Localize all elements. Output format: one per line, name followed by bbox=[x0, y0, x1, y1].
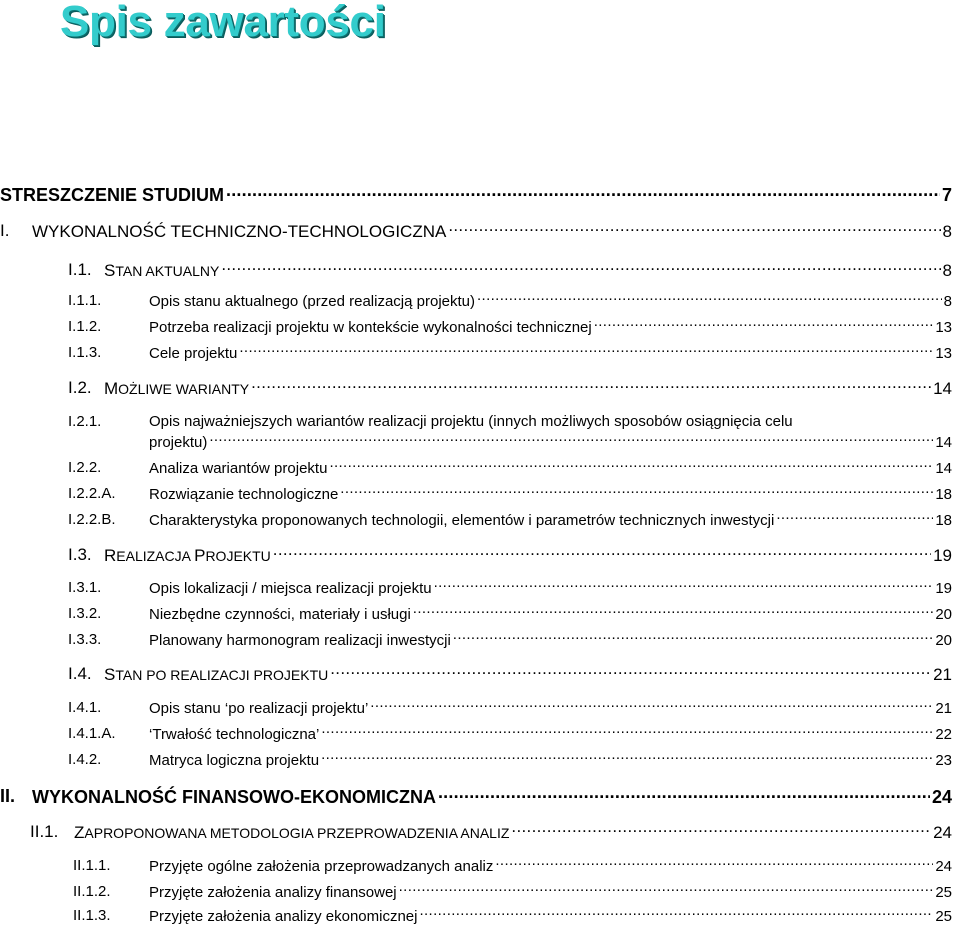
toc-page-number: 7 bbox=[941, 185, 952, 205]
toc-entry-number: I.3.1. bbox=[68, 579, 102, 596]
toc-entry-number: I.2.2.B. bbox=[68, 511, 116, 528]
dot-leader bbox=[321, 724, 933, 739]
dot-leader bbox=[419, 906, 933, 921]
toc-entry-text: Opis stanu aktualnego (przed realizacją projektu) bbox=[149, 293, 476, 310]
toc-page-number: 22 bbox=[935, 726, 952, 743]
toc-entry-text: Cele projektu bbox=[149, 345, 238, 362]
toc-entry-text: STAN PO REALIZACJI PROJEKTU bbox=[104, 665, 329, 684]
dot-leader bbox=[399, 882, 934, 897]
toc-entry-text: projektu) bbox=[149, 434, 208, 451]
toc-page-number: 18 bbox=[935, 486, 952, 503]
toc-entry-text: WYKONALNOŚĆ TECHNICZNO-TECHNOLOGICZNA bbox=[32, 222, 447, 241]
toc-entry-number: I.4.1.A. bbox=[68, 725, 116, 742]
toc-entry-number: II. bbox=[0, 786, 16, 806]
toc-entry-number: I.1.3. bbox=[68, 344, 102, 361]
toc-entry-number: I.3. bbox=[68, 545, 92, 564]
dot-leader bbox=[340, 484, 933, 499]
dot-leader bbox=[273, 544, 931, 561]
dot-leader bbox=[239, 343, 933, 358]
toc-entry-text: Przyjęte ogólne założenia przeprowadzanych analiz bbox=[149, 858, 494, 875]
toc-entry-text: ‘Trwałość technologiczna’ bbox=[149, 726, 320, 743]
dot-leader bbox=[330, 663, 931, 680]
toc-entry-number: I.4.1. bbox=[68, 699, 102, 716]
toc-page-number: 14 bbox=[933, 379, 952, 398]
toc-page-number: 20 bbox=[935, 606, 952, 623]
dot-leader bbox=[221, 259, 940, 276]
dot-leader bbox=[321, 750, 933, 765]
toc-entry-text: Przyjęte założenia analizy finansowej bbox=[149, 884, 397, 901]
toc-entry-text: Analiza wariantów projektu bbox=[149, 460, 328, 477]
toc-entry-number: I.2.2. bbox=[68, 459, 102, 476]
toc-page-number: 21 bbox=[935, 700, 952, 717]
toc-entry-text: WYKONALNOŚĆ FINANSOWO-EKONOMICZNA bbox=[32, 787, 436, 807]
page-title: Spis zawartości bbox=[60, 0, 386, 46]
toc-entry-text: Matryca logiczna projektu bbox=[149, 752, 320, 769]
toc-entry-text: Opis stanu ‘po realizacji projektu’ bbox=[149, 700, 369, 717]
toc-entry-text: STAN AKTUALNY bbox=[104, 261, 220, 280]
toc-entry-number: I.2.1. bbox=[68, 413, 102, 430]
toc-page-number: 24 bbox=[933, 823, 952, 842]
dot-leader bbox=[413, 604, 934, 619]
toc-entry-number: I. bbox=[0, 221, 10, 240]
toc-entry-number: I.1.1. bbox=[68, 292, 102, 309]
toc-entry-number: I.1. bbox=[68, 260, 92, 279]
toc-entry-number: I.1.2. bbox=[68, 318, 102, 335]
toc-page-number: 13 bbox=[935, 345, 952, 362]
toc-page-number: 14 bbox=[935, 434, 952, 451]
toc-page-number: 25 bbox=[935, 884, 952, 901]
toc-entry-number: II.1.1. bbox=[73, 857, 111, 874]
toc-entry-text: Przyjęte założenia analizy ekonomicznej bbox=[149, 908, 418, 925]
toc-entry-number: I.2.2.A. bbox=[68, 485, 116, 502]
dot-leader bbox=[453, 630, 934, 645]
dot-leader bbox=[329, 458, 933, 473]
toc-entry-number: I.3.3. bbox=[68, 631, 102, 648]
toc-entry-text: Potrzeba realizacji projektu w kontekście wykonalności technicznej bbox=[149, 319, 592, 336]
toc-entry-number: II.1.2. bbox=[73, 883, 111, 900]
dot-leader bbox=[477, 291, 942, 306]
toc-page-number: 19 bbox=[933, 546, 952, 565]
toc-entry-text: STRESZCZENIE STUDIUM bbox=[0, 185, 225, 205]
toc-page-number: 25 bbox=[935, 908, 952, 925]
toc-page-number: 19 bbox=[935, 580, 952, 597]
toc-entry-text: Opis lokalizacji / miejsca realizacji projektu bbox=[149, 580, 432, 597]
toc-entry-number: II.1.3. bbox=[73, 907, 111, 924]
toc-page-number: 13 bbox=[935, 319, 952, 336]
toc-entry-text: MOŻLIWE WARIANTY bbox=[104, 379, 250, 398]
dot-leader bbox=[448, 220, 940, 237]
toc-page-number: 24 bbox=[935, 858, 952, 875]
toc-entry-text: Rozwiązanie technologiczne bbox=[149, 486, 339, 503]
toc-page-number: 23 bbox=[935, 752, 952, 769]
toc-entry-number: I.2. bbox=[68, 378, 92, 397]
dot-leader bbox=[370, 698, 933, 713]
toc-page-number: 18 bbox=[935, 512, 952, 529]
toc-entry-text: Niezbędne czynności, materiały i usługi bbox=[149, 606, 411, 623]
toc-entry-number: I.3.2. bbox=[68, 605, 102, 622]
toc-page-number: 8 bbox=[942, 222, 952, 241]
toc-page-number: 24 bbox=[931, 787, 952, 807]
toc-page-number: 14 bbox=[935, 460, 952, 477]
toc-entry-text: REALIZACJA PROJEKTU bbox=[104, 546, 271, 565]
dot-leader bbox=[776, 510, 933, 525]
dot-leader bbox=[594, 317, 934, 332]
dot-leader bbox=[209, 432, 933, 447]
dot-leader bbox=[495, 856, 933, 871]
toc-entry-number: II.1. bbox=[30, 822, 59, 841]
dot-leader bbox=[251, 377, 931, 394]
toc-entry-text: Charakterystyka proponowanych technologii, elementów i parametrów technicznych inwestycji bbox=[149, 512, 775, 529]
toc-entry-number: I.4. bbox=[68, 664, 92, 683]
toc-entry-number: I.4.2. bbox=[68, 751, 102, 768]
toc-entry-text-line1: Opis najważniejszych wariantów realizacji projektu (innych możliwych sposobów osiągnięcia celu bbox=[149, 413, 793, 430]
toc-entry-text: Planowany harmonogram realizacji inwestycji bbox=[149, 632, 451, 649]
dot-leader bbox=[511, 821, 931, 838]
toc-page-number: 21 bbox=[933, 665, 952, 684]
toc-page-number: 8 bbox=[942, 261, 952, 280]
toc-page-number: 20 bbox=[935, 632, 952, 649]
dot-leader bbox=[434, 578, 934, 593]
toc-page-number: 8 bbox=[943, 293, 952, 310]
dot-leader bbox=[438, 785, 930, 803]
toc-entry-text: ZAPROPONOWANA METODOLOGIA PRZEPROWADZENIA ANALIZ bbox=[74, 823, 510, 842]
dot-leader bbox=[226, 183, 940, 201]
